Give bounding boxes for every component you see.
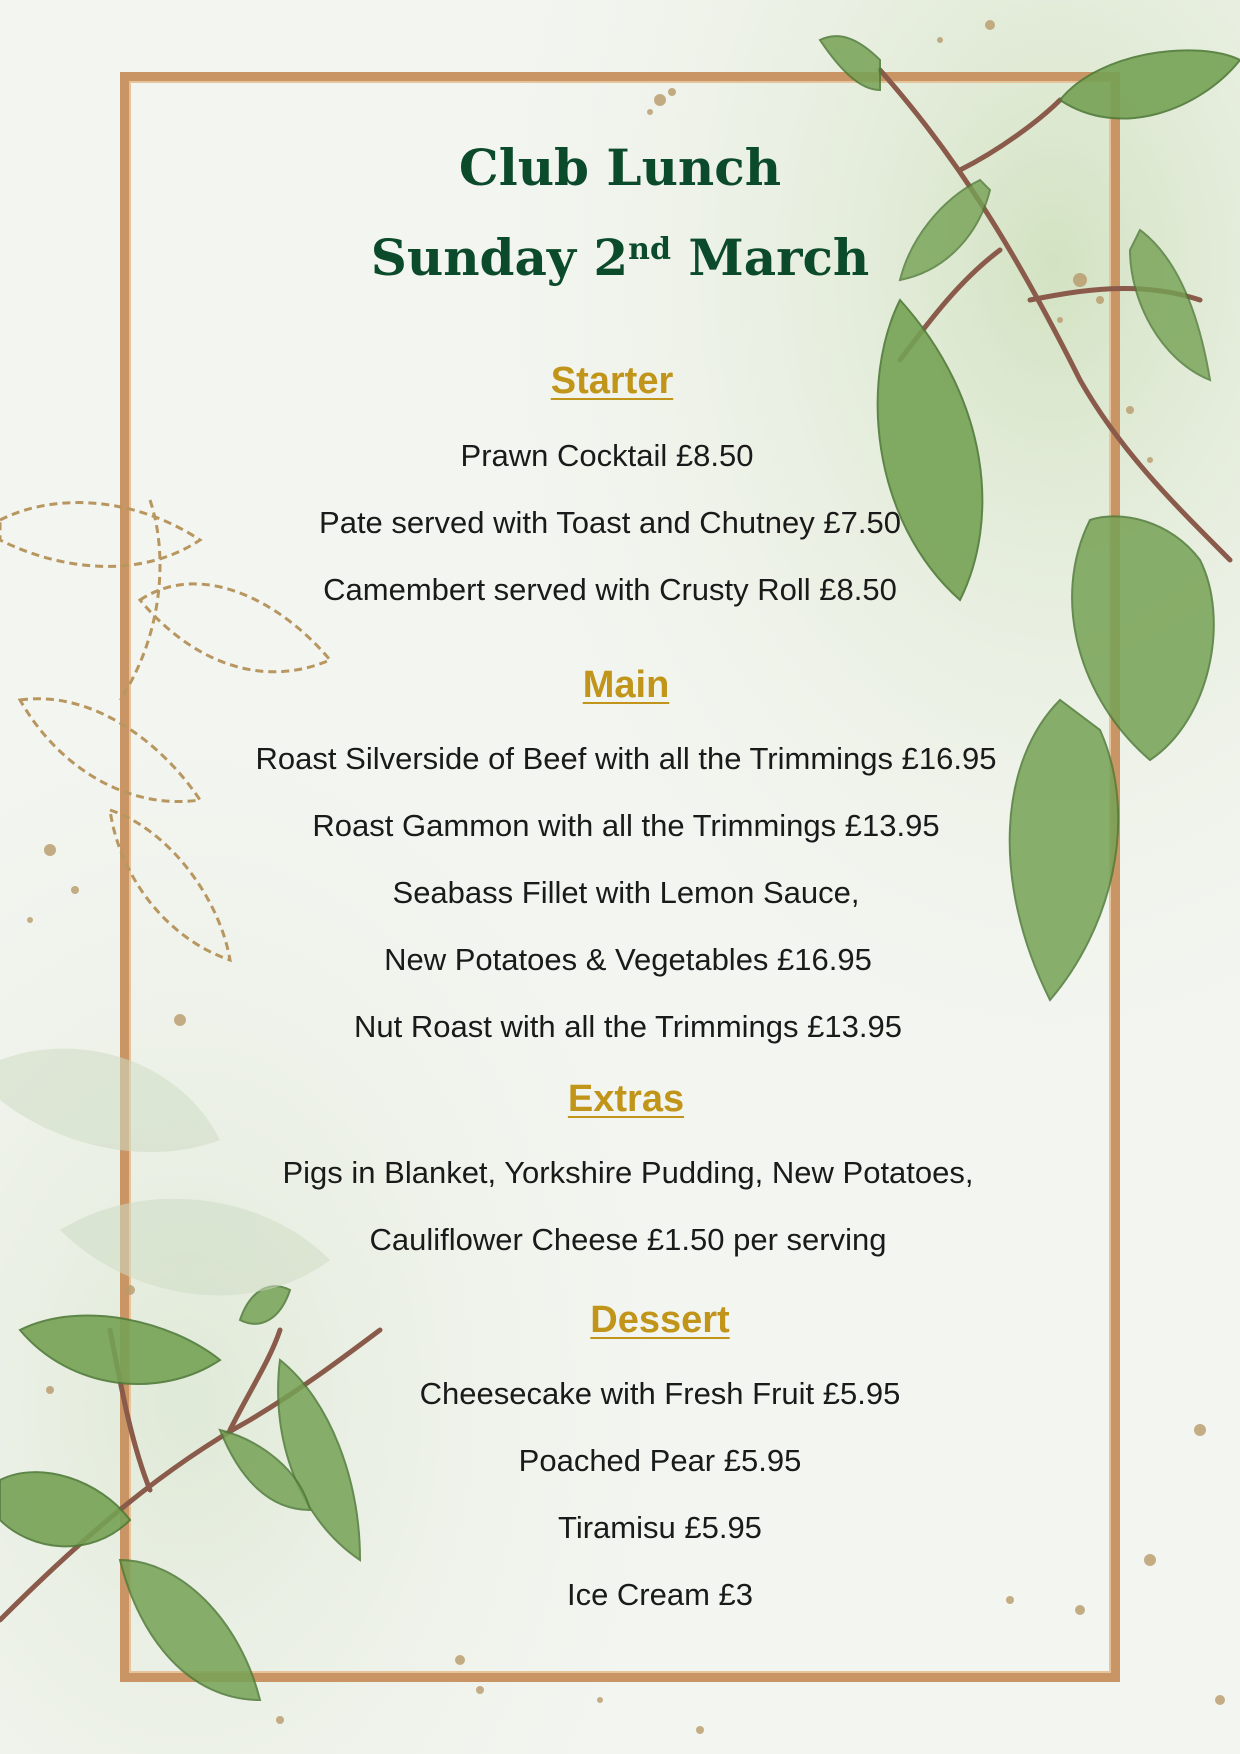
- section-heading-extras: Extras: [567, 1078, 685, 1120]
- menu-item: Pate served with Toast and Chutney £7.50: [319, 505, 901, 540]
- menu-title: Club Lunch: [458, 138, 782, 197]
- menu-item: Poached Pear £5.95: [518, 1443, 802, 1478]
- menu-item: Cauliflower Cheese £1.50 per serving: [369, 1222, 887, 1257]
- date-month: March: [688, 228, 870, 287]
- section-heading-dessert: Dessert: [590, 1299, 730, 1341]
- menu-item: Roast Silverside of Beef with all the Trimmings £16.95: [255, 741, 997, 776]
- date-suffix: nd: [628, 232, 671, 267]
- menu-item: New Potatoes & Vegetables £16.95: [384, 942, 872, 977]
- menu-item: Camembert served with Crusty Roll £8.50: [323, 572, 897, 607]
- date-day: Sunday 2: [370, 228, 629, 287]
- menu-item: Roast Gammon with all the Trimmings £13.95: [312, 808, 940, 843]
- menu-date: [0, 228, 1240, 288]
- menu-item: Ice Cream £3: [566, 1577, 754, 1612]
- menu-item: Tiramisu £5.95: [558, 1510, 762, 1545]
- menu-item: Pigs in Blanket, Yorkshire Pudding, New Potatoes,: [282, 1155, 974, 1190]
- menu-item: Cheesecake with Fresh Fruit £5.95: [419, 1376, 901, 1411]
- section-heading-starter: Starter: [550, 360, 674, 402]
- menu-item: Seabass Fillet with Lemon Sauce,: [392, 875, 860, 910]
- menu-item: Nut Roast with all the Trimmings £13.95: [354, 1009, 902, 1044]
- bottom-left-leaves: [0, 1286, 360, 1700]
- section-heading-main: Main: [582, 664, 670, 706]
- menu-item: Prawn Cocktail £8.50: [460, 438, 754, 473]
